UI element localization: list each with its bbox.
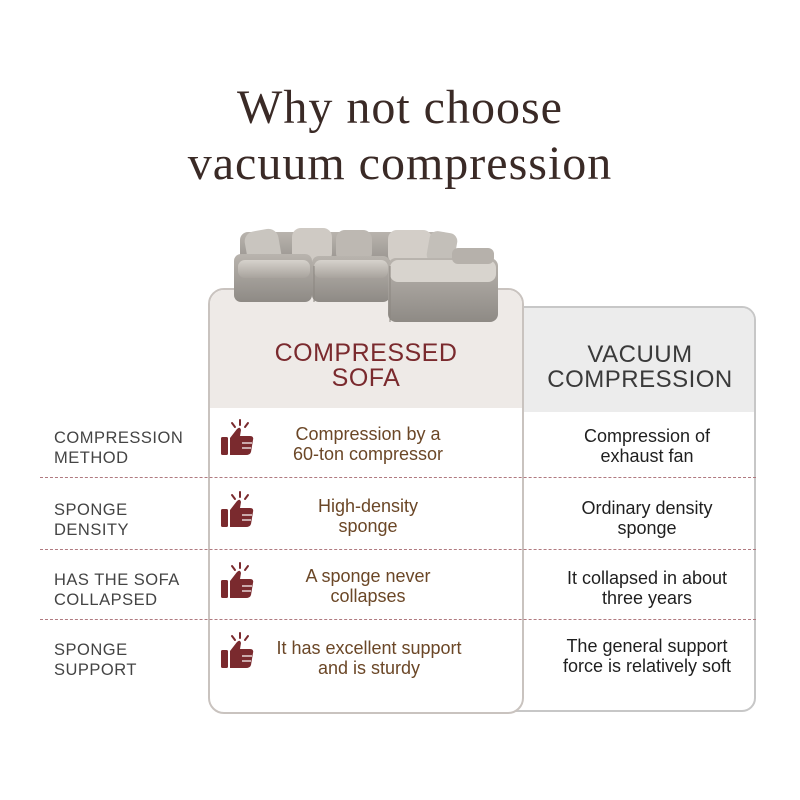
vacuum-cell-compression-method <box>538 426 756 466</box>
page-title-line-1: Why not choose <box>237 81 563 134</box>
row-label-has-sofa-collapsed <box>54 570 214 610</box>
cell-line-2: exhaust fan <box>600 446 694 466</box>
cell-line-2: 60-ton compressor <box>292 444 444 464</box>
cell-line-1: High-density <box>317 496 419 516</box>
cell-line-1: Compression by a <box>295 424 441 444</box>
cell-line-1: It collapsed in about <box>566 568 728 588</box>
thumbs-up-icon <box>218 490 256 530</box>
cell-line-2: force is relatively soft <box>562 656 732 676</box>
thumbs-up-icon <box>218 561 256 601</box>
row-divider <box>40 477 756 478</box>
compressed-cell-compression-method <box>256 424 480 464</box>
vacuum-header-line-2: COMPRESSION <box>547 366 733 393</box>
row-divider <box>40 619 756 620</box>
cell-line-1: Ordinary density <box>581 498 713 518</box>
cell-line-1: Compression of <box>583 426 711 446</box>
compressed-header-line-1: COMPRESSED <box>274 339 458 367</box>
page-title-line-2: vacuum compression <box>187 137 613 190</box>
thumbs-up-icon <box>218 631 256 671</box>
compressed-cell-sponge-density <box>256 496 480 536</box>
compressed-header-line-2: SOFA <box>331 364 401 392</box>
cell-line-2: three years <box>601 588 693 608</box>
row-label-sponge-density <box>54 500 214 540</box>
row-divider <box>40 549 756 550</box>
row-label-line-1: SPONGE <box>54 501 128 519</box>
vacuum-compression-header <box>524 342 756 392</box>
compressed-cell-sponge-support <box>254 638 484 678</box>
row-label-line-2: COLLAPSED <box>54 591 158 609</box>
cell-line-2: sponge <box>338 516 398 536</box>
row-label-compression-method <box>54 428 214 468</box>
row-label-line-2: DENSITY <box>54 521 130 539</box>
vacuum-header-line-1: VACUUM <box>587 341 693 368</box>
row-label-line-1: SPONGE <box>54 641 128 659</box>
row-label-line-1: COMPRESSION <box>54 429 184 447</box>
compressed-sofa-header <box>208 341 524 391</box>
sectional-sofa-image <box>232 226 504 326</box>
row-label-line-2: SUPPORT <box>54 661 137 679</box>
row-label-sponge-support <box>54 640 214 680</box>
vacuum-cell-sponge-density <box>538 498 756 538</box>
compressed-cell-has-sofa-collapsed <box>256 566 480 606</box>
vacuum-cell-has-sofa-collapsed <box>538 568 756 608</box>
cell-line-2: sponge <box>617 518 677 538</box>
row-label-line-1: HAS THE SOFA <box>54 571 180 589</box>
vacuum-cell-sponge-support <box>538 636 756 676</box>
thumbs-up-icon <box>218 418 256 458</box>
row-label-line-2: METHOD <box>54 449 129 467</box>
cell-line-1: It has excellent support <box>276 638 462 658</box>
cell-line-1: A sponge never <box>305 566 431 586</box>
cell-line-1: The general support <box>566 636 728 656</box>
cell-line-2: collapses <box>330 586 406 606</box>
cell-line-2: and is sturdy <box>317 658 421 678</box>
